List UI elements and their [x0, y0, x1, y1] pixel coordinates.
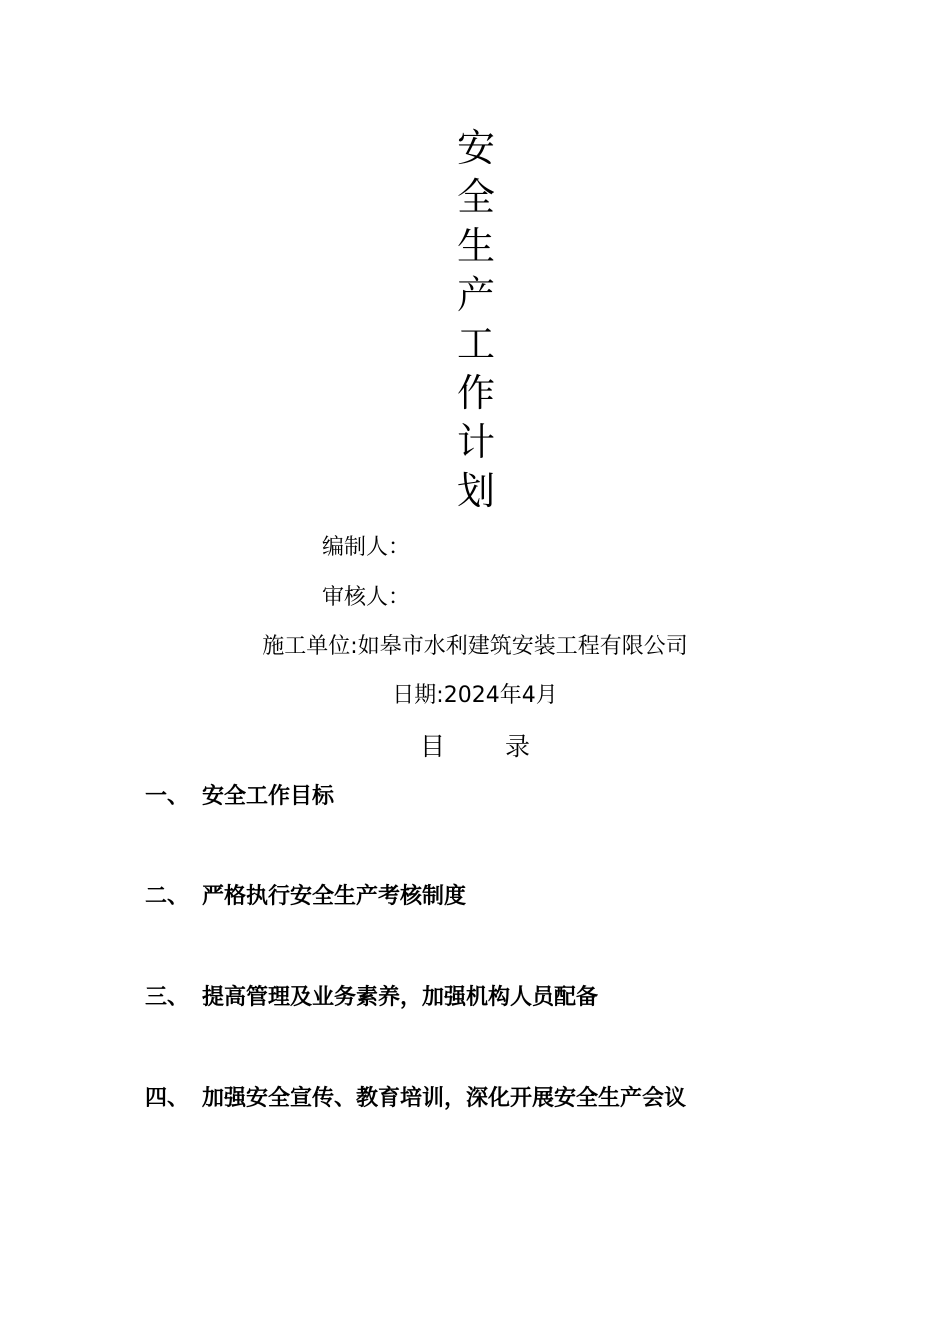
reviewer-label: 审核人：	[322, 585, 411, 610]
construction-unit: 施工单位:如皋市水利建筑安装工程有限公司	[262, 634, 688, 659]
toc-item-number: 二、	[145, 884, 190, 909]
toc-item-number: 四、	[145, 1086, 190, 1111]
title-char: 安	[456, 126, 495, 170]
toc-item	[145, 882, 466, 912]
toc-item-number: 三、	[145, 985, 190, 1010]
title-char: 划	[456, 469, 495, 513]
title-char: 作	[456, 371, 495, 415]
toc-item-text: 严格执行安全生产考核制度	[202, 884, 467, 909]
compiler-label: 编制人：	[322, 535, 411, 560]
title-char: 生	[456, 224, 495, 268]
document-title	[452, 124, 500, 516]
title-char: 计	[456, 420, 495, 464]
title-char: 全	[456, 175, 495, 219]
title-char: 工	[456, 322, 495, 366]
document-date: 日期:2024年4月	[392, 683, 558, 708]
toc-item-text: 安全工作目标	[202, 784, 335, 809]
toc-title: 目录	[419, 732, 590, 761]
toc-item	[145, 1084, 686, 1114]
toc-item	[145, 782, 334, 812]
toc-item	[145, 983, 598, 1013]
toc-item-number: 一、	[145, 784, 190, 809]
title-char: 产	[456, 273, 495, 317]
toc-item-text: 提高管理及业务素养，加强机构人员配备	[202, 985, 599, 1010]
toc-item-text: 加强安全宣传、教育培训，深化开展安全生产会议	[202, 1086, 687, 1111]
